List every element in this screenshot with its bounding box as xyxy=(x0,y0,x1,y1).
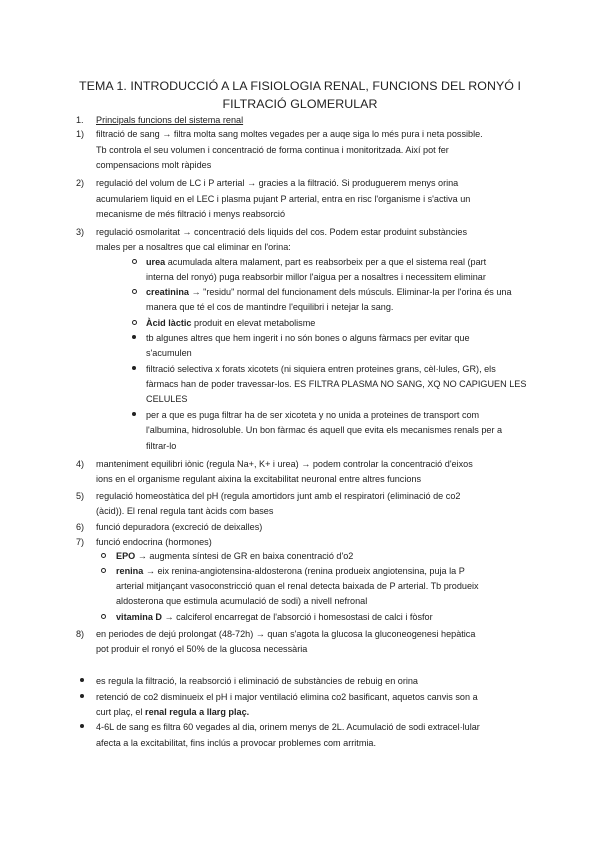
subitem-hidrosoluble-line-2: l'albumina, hidrosoluble. Un bon fàrmac és aquell que evita els mecanismes renals per a xyxy=(146,425,503,435)
subitem-hidrosoluble: per a que es puga filtrar ha de ser xicoteta y no unida a proteines de transport com xyxy=(146,410,480,420)
item-2-line-3: mecanisme de més filtració i menys reabsorció xyxy=(96,209,286,219)
subitem-urea-line-2: interna del ronyó) puga reabsorbir millor l'aigua per a nosaltres i necessitem eliminar xyxy=(146,272,486,282)
hollow-bullet-icon xyxy=(101,553,106,558)
subitem-urea: urea acumulada altera malament, part es reabsorbeix per a que el sistema real (part xyxy=(146,257,487,267)
item-number-1: 1) xyxy=(76,129,85,139)
item-1-line-1: filtració de sang → filtra molta sang moltes vegades per a auqe siga lo més pura i neta possible. xyxy=(96,129,483,139)
title-line-2: FILTRACIÓ GLOMERULAR xyxy=(222,97,378,111)
item-3-line-2: males per a nosaltres que cal eliminar en l'orina: xyxy=(96,242,291,252)
bullet-icon xyxy=(80,694,84,698)
bullet-icon xyxy=(80,724,84,728)
subitem-creatinina: creatinina → "residu" normal del funcionament dels músculs. Eliminar-la per l'orina és una xyxy=(146,287,512,297)
subitem-filtracio-selectiva-line-2: fàrmacs han de poder travessar-los. ES FILTRA PLASMA NO SANG, XQ NO CAPIGUEN LES xyxy=(146,379,527,389)
bullet-co2-line-2: curt plaç, el renal regula a llarg plaç. xyxy=(96,707,250,717)
item-2-line-2: acumulariem liquid en el LEC i plasma pujant P arterial, entra en risc l'organisme i s'activa un xyxy=(96,194,471,204)
item-4-line-1: manteniment equilibri iònic (regula Na+, K+ i urea) → podem controlar la concentració d'eixos xyxy=(96,459,473,469)
title-line-1: TEMA 1. INTRODUCCIÓ A LA FISIOLOGIA RENAL, FUNCIONS DEL RONYÓ I xyxy=(79,79,521,93)
bullet-sang-line-2: afecta a la excitabilitat, fins inclús a provocar problemes com arritmia. xyxy=(96,738,377,748)
subitem-renina-line-2: arterial mitjançant vasoconstricció quan el renal detecta baixada de P arterial. Tb produeix xyxy=(116,581,479,591)
item-6-line-1: funció depuradora (excreció de deixalles) xyxy=(96,522,263,532)
item-1-line-2: Tb controla el seu volumen i concentració de forma continua i monitoritzada. Així pot fer xyxy=(96,145,449,155)
subitem-creatinina-line-2: manera que té el cos de mantindre l'equilibri i netejar la sang. xyxy=(146,302,394,312)
item-8-line-1: en periodes de dejú prolongat (48-72h) → quan s'agota la glucosa la gluconeogenesi hepàtica xyxy=(96,629,476,639)
subitem-farmacs-line-2: s'acumulen xyxy=(146,348,192,358)
bullet-icon xyxy=(132,412,136,416)
item-4-line-2: ions en el organisme regulant aixina la excitabilitat neuronal entre altres funcions xyxy=(96,474,422,484)
item-5-line-1: regulació homeostàtica del pH (regula amortidors junt amb el respiratori (eliminació de co2 xyxy=(96,491,461,501)
section-heading: Principals funcions del sistema renal xyxy=(96,115,244,125)
bullet-icon xyxy=(132,335,136,339)
subitem-filtracio-selectiva-line-3: CELULES xyxy=(146,394,188,404)
bullet-icon xyxy=(80,678,84,682)
subitem-farmacs: tb algunes altres que hem ingerit i no són bones o alguns fàrmacs per evitar que xyxy=(146,333,470,343)
item-number-4: 4) xyxy=(76,459,85,469)
item-number-7: 7) xyxy=(76,537,85,547)
item-number-6: 6) xyxy=(76,522,85,532)
item-number-3: 3) xyxy=(76,227,85,237)
item-7-line-1: funció endocrina (hormones) xyxy=(96,537,212,547)
subitem-hidrosoluble-line-3: filtrar-lo xyxy=(146,441,177,451)
heading-number: 1. xyxy=(76,115,84,125)
subitem-acid-lactic: Àcid làctic produit en elevat metabolisme xyxy=(146,318,316,328)
bullet-co2: retenció de co2 disminueix el pH i major ventilació elimina co2 basificant, aquetos canvis son a xyxy=(96,692,478,702)
item-number-5: 5) xyxy=(76,491,85,501)
item-number-8: 8) xyxy=(76,629,85,639)
hollow-bullet-icon xyxy=(132,320,137,325)
item-5-line-2: (àcid)). El renal regula tant àcids com bases xyxy=(96,506,274,516)
subitem-renina-line-3: aldosterona que estimula acumulació de sodi) a nivell nefronal xyxy=(116,596,368,606)
hollow-bullet-icon xyxy=(132,289,137,294)
item-1-line-3: compensacions molt ràpides xyxy=(96,160,212,170)
document-title xyxy=(60,77,540,113)
hollow-bullet-icon xyxy=(132,259,137,264)
item-number-2: 2) xyxy=(76,178,85,188)
item-8-line-2: pot produir el ronyó el 50% de la glucosa necessària xyxy=(96,644,308,654)
bullet-icon xyxy=(132,366,136,370)
hollow-bullet-icon xyxy=(101,568,106,573)
bullet-filtracio: es regula la filtració, la reabsorció i eliminació de substàncies de rebuig en orina xyxy=(96,676,418,686)
subitem-renina: renina → eix renina-angiotensina-aldosterona (renina produeix angiotensina, puja la P xyxy=(116,566,465,576)
subitem-filtracio-selectiva: filtració selectiva x forats xicotets (ni siquiera entren proteines grans, cèl·lules, GR), els xyxy=(146,364,496,374)
item-2-line-1: regulació del volum de LC i P arterial → gracies a la filtració. Si produguerem menys orina xyxy=(96,178,459,188)
subitem-epo: EPO → augmenta síntesi de GR en baixa conentració d'o2 xyxy=(116,551,354,561)
subitem-vitamina-d: vitamina D → calciferol encarregat de l'absorció i homesostasi de calci i fòsfor xyxy=(116,612,433,622)
hollow-bullet-icon xyxy=(101,614,106,619)
bullet-sang: 4-6L de sang es filtra 60 vegades al dia, orinem menys de 2L. Acumulació de sodi extracel·lular xyxy=(96,722,480,732)
item-3-line-1: regulació osmolaritat → concentració dels liquids del cos. Podem estar produint substàncies xyxy=(96,227,468,237)
